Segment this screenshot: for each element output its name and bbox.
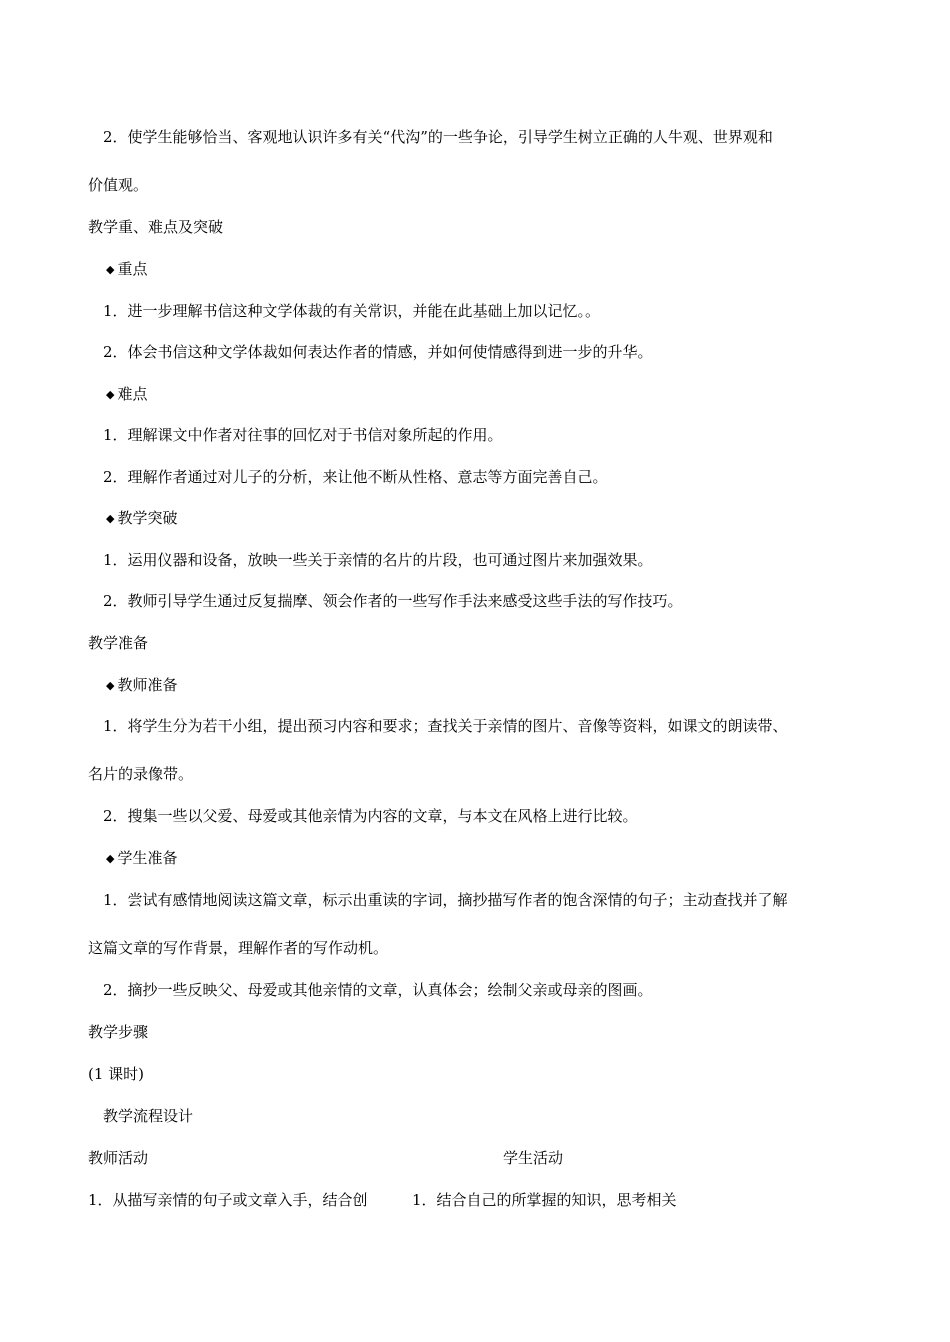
diamond-bullet-icon: ◆ bbox=[106, 263, 115, 276]
subheading-focus bbox=[106, 259, 147, 281]
teacher-prep-item-2: 2．搜集一些以父爱、母爱或其他亲情为内容的文章，与本文在风格上进行比较。 bbox=[103, 807, 638, 825]
subheading-label: 重点 bbox=[117, 260, 148, 278]
teacher-prep-item-1-line-2: 名片的录像带。 bbox=[88, 765, 194, 783]
subheading-difficulty bbox=[106, 384, 147, 406]
objective-item-2-line-1: 2．使学生能够恰当、客观地认识许多有关“代沟”的一些争论，引导学生树立正确的人牛观、世界观和 bbox=[103, 128, 773, 146]
section-heading-steps: 教学步骤 bbox=[88, 1023, 149, 1041]
student-prep-item-1-line-2: 这篇文章的写作背景，理解作者的写作动机。 bbox=[88, 939, 389, 957]
focus-item-1: 1．进一步理解书信这种文学体裁的有关常识，并能在此基础上加以记忆。。 bbox=[103, 302, 601, 320]
breakthrough-item-2: 2．教师引导学生通过反复揣摩、领会作者的一些写作手法来感受这些手法的写作技巧。 bbox=[103, 592, 683, 610]
section-heading-preparation: 教学准备 bbox=[88, 634, 149, 652]
teacher-prep-item-1-line-1: 1．将学生分为若干小组，提出预习内容和要求；查找关于亲情的图片、音像等资料，如课文的朗读带、 bbox=[103, 717, 788, 735]
subheading-student-prep bbox=[106, 848, 177, 870]
difficulty-item-2: 2．理解作者通过对儿子的分析，来让他不断从性格、意志等方面完善自己。 bbox=[103, 468, 608, 486]
student-activity-header: 学生活动 bbox=[503, 1149, 564, 1167]
flow-design-title: 教学流程设计 bbox=[103, 1107, 194, 1125]
breakthrough-item-1: 1．运用仪器和设备，放映一些关于亲情的名片的片段，也可通过图片来加强效果。 bbox=[103, 551, 653, 569]
difficulty-item-1: 1．理解课文中作者对往事的回忆对于书信对象所起的作用。 bbox=[103, 426, 503, 444]
diamond-bullet-icon: ◆ bbox=[106, 852, 115, 865]
diamond-bullet-icon: ◆ bbox=[106, 388, 115, 401]
diamond-bullet-icon: ◆ bbox=[106, 679, 115, 692]
teacher-activity-header: 教师活动 bbox=[88, 1149, 149, 1167]
subheading-breakthrough bbox=[106, 508, 177, 530]
class-periods: (1 课时) bbox=[88, 1065, 145, 1083]
subheading-label: 学生准备 bbox=[117, 849, 178, 867]
diamond-bullet-icon: ◆ bbox=[106, 512, 115, 525]
subheading-label: 难点 bbox=[117, 385, 148, 403]
student-prep-item-1-line-1: 1．尝试有感情地阅读这篇文章，标示出重读的字词，摘抄描写作者的饱含深情的句子；主动查找并了解 bbox=[103, 891, 788, 909]
objective-item-2-line-2: 价值观。 bbox=[88, 176, 149, 194]
section-heading-key-points: 教学重、难点及突破 bbox=[88, 218, 224, 236]
student-prep-item-2: 2．摘抄一些反映父、母爱或其他亲情的文章，认真体会；绘制父亲或母亲的图画。 bbox=[103, 981, 653, 999]
subheading-label: 教师准备 bbox=[117, 676, 178, 694]
focus-item-2: 2．体会书信这种文学体裁如何表达作者的情感，并如何使情感得到进一步的升华。 bbox=[103, 343, 653, 361]
student-activity-item-1: 1．结合自己的所掌握的知识，思考相关 bbox=[412, 1191, 677, 1209]
subheading-label: 教学突破 bbox=[117, 509, 178, 527]
teacher-activity-item-1: 1．从描写亲情的句子或文章入手，结合创 bbox=[88, 1191, 368, 1209]
subheading-teacher-prep bbox=[106, 675, 177, 697]
